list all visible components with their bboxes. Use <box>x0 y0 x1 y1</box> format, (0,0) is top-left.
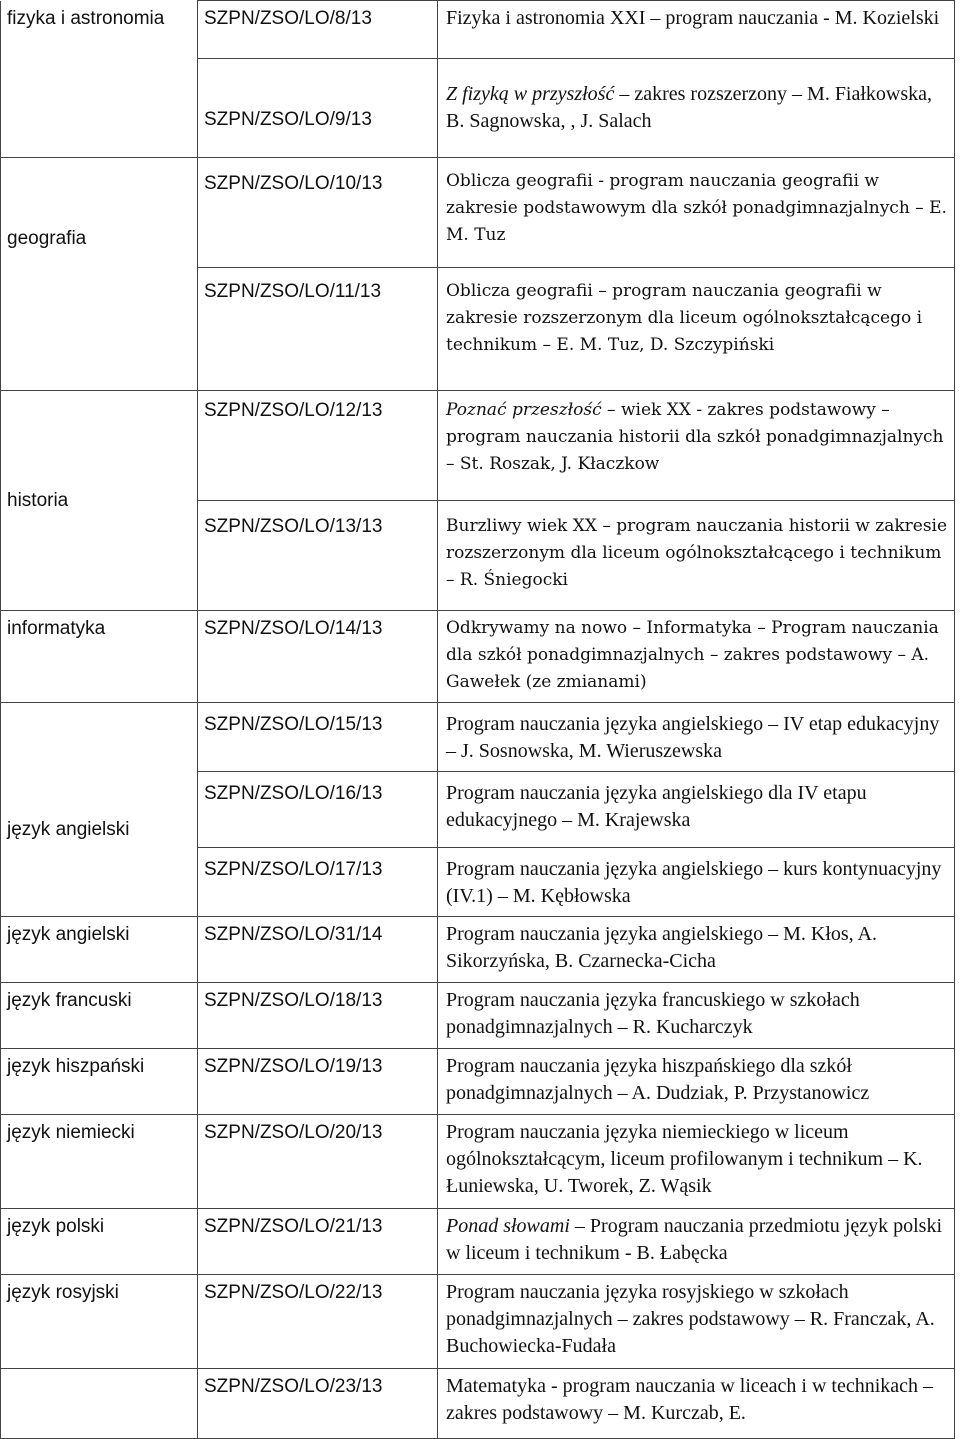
subject-cell <box>1 59 198 158</box>
subject-cell: język niemiecki <box>1 1115 198 1209</box>
table-row <box>1 1275 955 1369</box>
program-code-cell: SZPN/ZSO/LO/8/13 <box>198 1 438 59</box>
program-title-italic: Ponad słowami <box>446 1215 570 1237</box>
subject-cell: język polski <box>1 1209 198 1275</box>
program-code-cell: SZPN/ZSO/LO/10/13 <box>198 158 438 268</box>
program-code-cell: SZPN/ZSO/LO/15/13 <box>198 703 438 772</box>
program-code-cell: SZPN/ZSO/LO/13/13 <box>198 501 438 611</box>
table-row <box>1 1369 955 1439</box>
program-title-text: – wiek XX - zakres podstawowy – program nauczania historii dla szkół ponadgimnazjalnych – St. Roszak, J. Kłaczkow <box>446 400 944 474</box>
table-row <box>1 917 955 983</box>
table-row <box>1 391 955 501</box>
program-title-cell: Oblicza geografii – program nauczania geografii w zakresie rozszerzonym dla liceum ogólnokształcącego i technikum – E. M. Tuz, D. Szczypiński <box>438 268 955 391</box>
program-code-cell: SZPN/ZSO/LO/17/13 <box>198 848 438 917</box>
subject-cell <box>1 391 198 611</box>
program-code-cell: SZPN/ZSO/LO/14/13 <box>198 611 438 703</box>
program-code-cell: SZPN/ZSO/LO/9/13 <box>198 59 438 158</box>
program-title-cell: Program nauczania języka angielskiego dla IV etapu edukacyjnego – M. Krajewska <box>438 772 955 848</box>
program-title-cell <box>438 1209 955 1275</box>
program-code-cell: SZPN/ZSO/LO/18/13 <box>198 983 438 1049</box>
table-row <box>1 1049 955 1115</box>
program-title-cell <box>438 1 955 59</box>
table-row <box>1 983 955 1049</box>
program-title-cell: Oblicza geografii - program nauczania geografii w zakresie podstawowym dla szkół ponadgimnazjalnych – E. M. Tuz <box>438 158 955 268</box>
program-title-italic: Poznać przeszłość <box>446 400 602 420</box>
subject-cell: język francuski <box>1 983 198 1049</box>
table-row <box>1 1115 955 1209</box>
subject-cell: język hiszpański <box>1 1049 198 1115</box>
program-code-cell: SZPN/ZSO/LO/20/13 <box>198 1115 438 1209</box>
program-code-cell: SZPN/ZSO/LO/21/13 <box>198 1209 438 1275</box>
program-code-cell: SZPN/ZSO/LO/11/13 <box>198 268 438 391</box>
program-title-cell: Program nauczania języka niemieckiego w liceum ogólnokształcącym, liceum profilowanym i technikum – K. Łuniewska, U. Tworek, Z. Wąsik <box>438 1115 955 1209</box>
subject-cell: język angielski <box>1 703 198 917</box>
program-title-cell: Program nauczania języka angielskiego – M. Kłos, A. Sikorzyńska, B. Czarnecka-Cicha <box>438 917 955 983</box>
program-title-cell: Program nauczania języka angielskiego – kurs kontynuacyjny (IV.1) – M. Kębłowska <box>438 848 955 917</box>
program-code-cell: SZPN/ZSO/LO/22/13 <box>198 1275 438 1369</box>
program-title-cell <box>438 59 955 158</box>
table-row <box>1 158 955 268</box>
program-title-cell: Program nauczania języka rosyjskiego w szkołach ponadgimnazjalnych – zakres podstawowy – R. Franczak, A. Buchowiecka-Fudała <box>438 1275 955 1369</box>
program-code-cell: SZPN/ZSO/LO/16/13 <box>198 772 438 848</box>
subject-cell <box>1 1369 198 1439</box>
table-row <box>1 611 955 703</box>
subject-cell: fizyka i astronomia <box>1 1 198 59</box>
subject-label: historia <box>7 490 69 511</box>
program-title-cell: Program nauczania języka hiszpańskiego dla szkół ponadgimnazjalnych – A. Dudziak, P. Przystanowicz <box>438 1049 955 1115</box>
program-title-cell <box>438 391 955 501</box>
program-title-italic: Z fizyką w przyszłość <box>446 83 615 105</box>
subject-cell <box>1 158 198 391</box>
program-code-cell: SZPN/ZSO/LO/19/13 <box>198 1049 438 1115</box>
program-code-cell: SZPN/ZSO/LO/12/13 <box>198 391 438 501</box>
program-code-cell: SZPN/ZSO/LO/31/14 <box>198 917 438 983</box>
table-row <box>1 59 955 158</box>
program-title-text: – zakres rozszerzony – M. Fiałkowska, B. Sagnowska, , J. Salach <box>446 83 933 132</box>
program-title-cell: Burzliwy wiek XX – program nauczania historii w zakresie rozszerzonym dla liceum ogólnokształcącego i technikum – R. Śniegocki <box>438 501 955 611</box>
program-title-text: Fizyka i astronomia XXI – program nauczania - M. Kozielski <box>446 7 940 29</box>
program-title-text: – Program nauczania przedmiotu język polski w liceum i technikum - B. Łabęcka <box>446 1215 943 1264</box>
subject-label: geografia <box>7 227 87 249</box>
table-row <box>1 1209 955 1275</box>
table-row <box>1 703 955 772</box>
program-code-cell: SZPN/ZSO/LO/23/13 <box>198 1369 438 1439</box>
subject-cell: język angielski <box>1 917 198 983</box>
subject-cell: informatyka <box>1 611 198 703</box>
program-title-cell: Program nauczania języka francuskiego w szkołach ponadgimnazjalnych – R. Kucharczyk <box>438 983 955 1049</box>
table-row <box>1 1 955 59</box>
program-title-cell: Odkrywamy na nowo – Informatyka – Program nauczania dla szkół ponadgimnazjalnych – zakres podstawowy – A. Gawełek (ze zmianami) <box>438 611 955 703</box>
program-title-cell: Program nauczania języka angielskiego – IV etap edukacyjny – J. Sosnowska, M. Wieruszewska <box>438 703 955 772</box>
program-title-cell: Matematyka - program nauczania w liceach i w technikach – zakres podstawowy – M. Kurczab, E. <box>438 1369 955 1439</box>
subject-cell: język rosyjski <box>1 1275 198 1369</box>
